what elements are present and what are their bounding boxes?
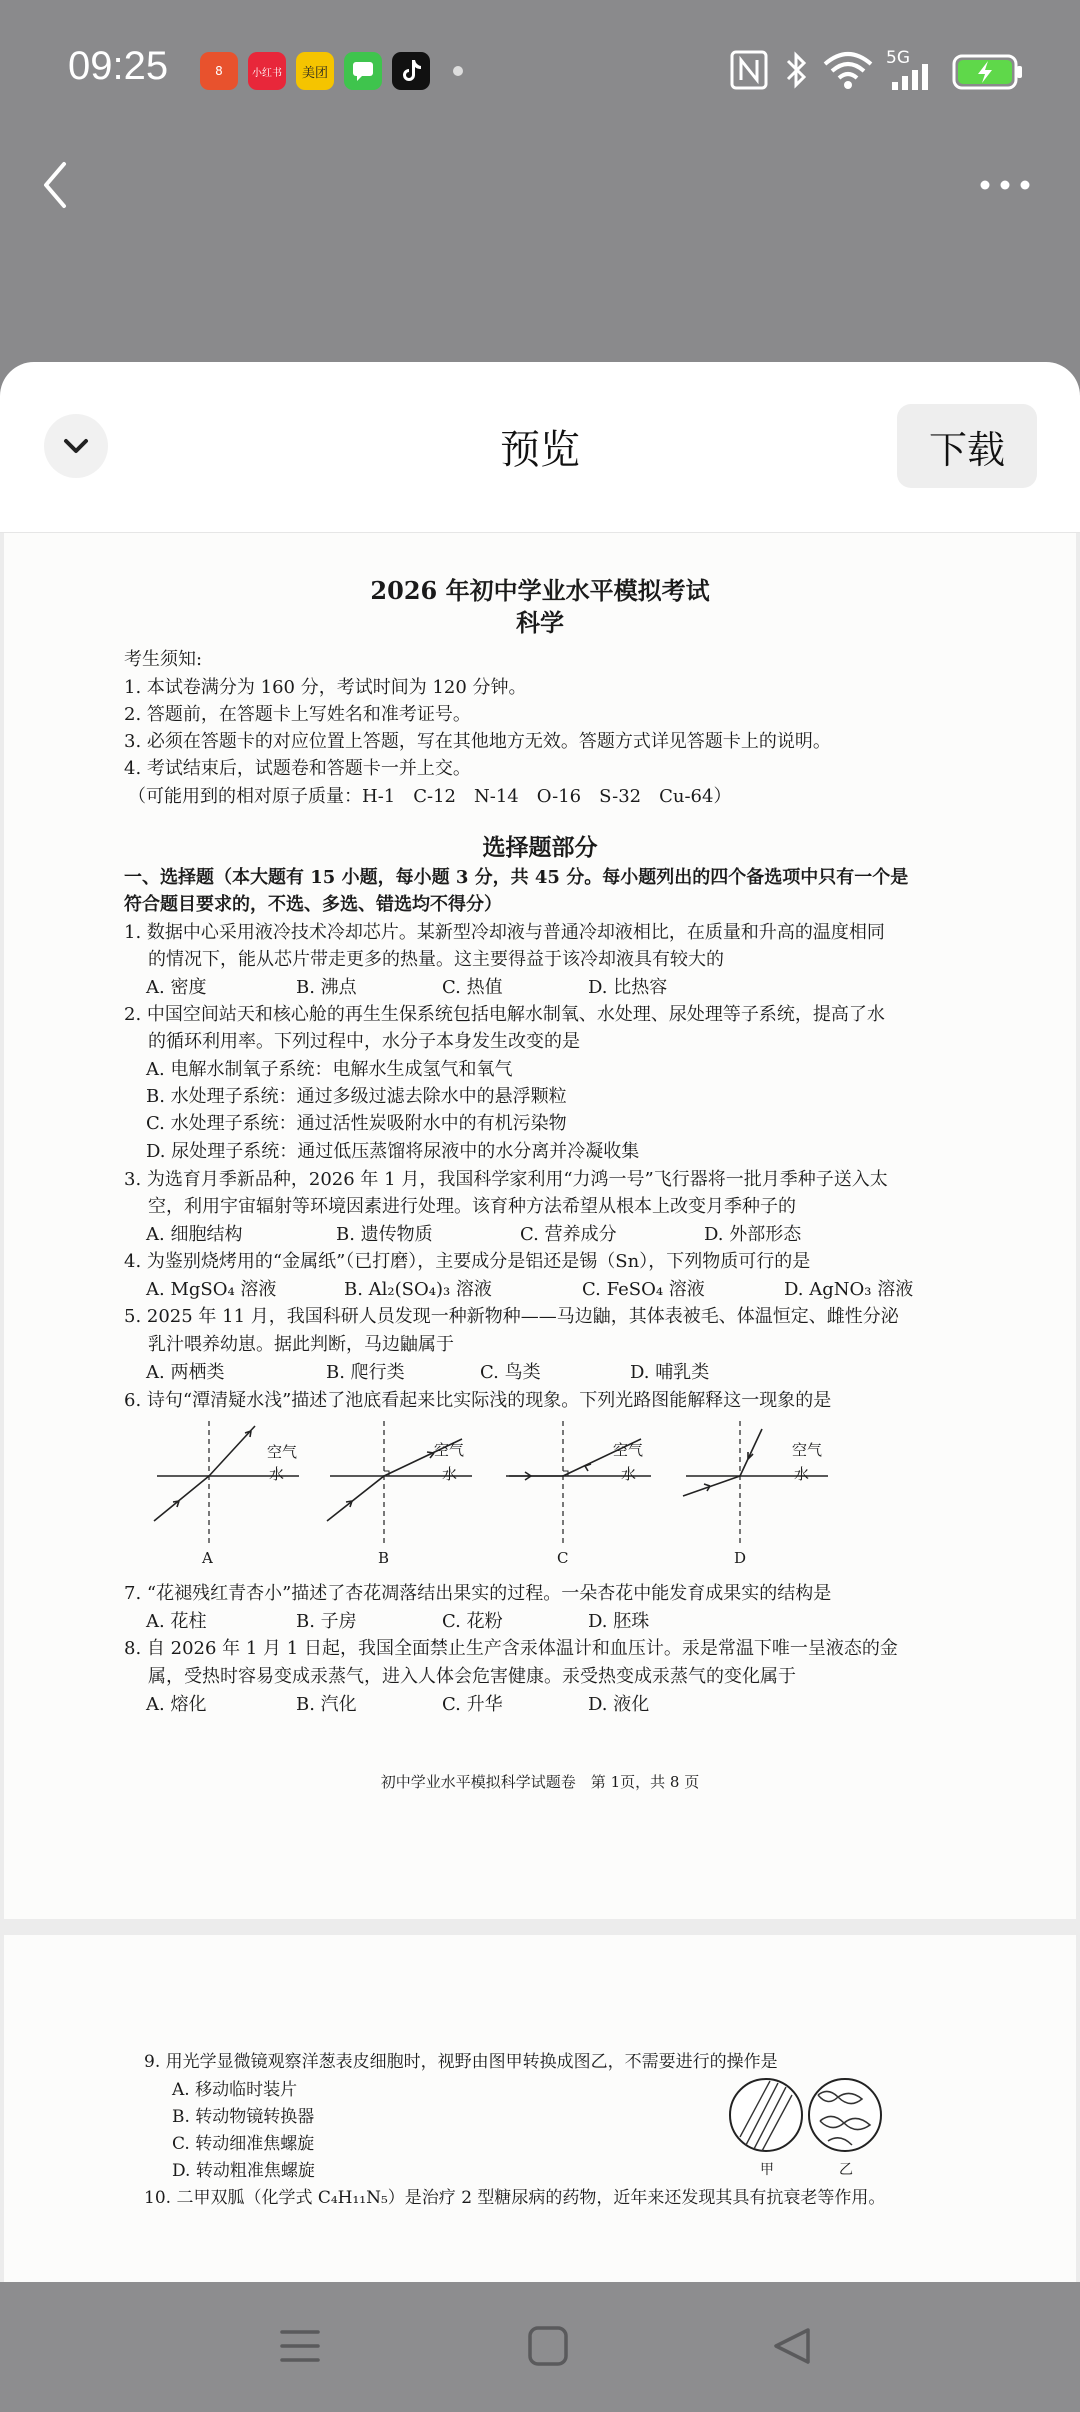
option: B. Al₂(SO₄)₃ 溶液: [344, 1279, 492, 1300]
option: A. 熔化: [146, 1694, 207, 1715]
option: B. 水处理子系统：通过多级过滤去除水中的悬浮颗粒: [146, 1086, 567, 1107]
diagram-label: A: [202, 1549, 213, 1567]
option: C. 水处理子系统：通过活性炭吸附水中的有机污染物: [146, 1113, 567, 1134]
network-type-label: 5G: [886, 48, 910, 68]
bluetooth-icon: [784, 50, 810, 90]
air-label: 空气: [613, 1441, 644, 1459]
notice-title: 考生须知:: [124, 649, 203, 670]
option: C. 营养成分: [520, 1224, 617, 1245]
option: B. 沸点: [296, 977, 357, 998]
battery-charging-icon: [952, 52, 1024, 92]
question-9-text: 9. 用光学显微镜观察洋葱表皮细胞时，视野由图甲转换成图乙，不需要进行的操作是: [144, 2052, 778, 2072]
diagram-label: C: [557, 1549, 569, 1567]
notice-item: 3. 必须在答题卡的对应位置上答题，写在其他地方无效。答题方式详见答题卡上的说明。: [124, 731, 831, 752]
question-1-text: 的情况下，能从芯片带走更多的热量。这主要得益于该冷却液具有较大的: [148, 949, 724, 970]
question-2-text: 2. 中国空间站天和核心舱的再生生保系统包括电解水制氧、水处理、尿处理等子系统，提高了水: [124, 1004, 885, 1025]
option: C. 热值: [442, 977, 503, 998]
diagram-label: B: [378, 1549, 390, 1567]
option: C. 花粉: [442, 1611, 503, 1632]
question-10-text: 10. 二甲双胍（化学式 C₄H₁₁N₅）是治疗 2 型糖尿病的药物，近年来还发现其具有抗衰老等作用。: [144, 2188, 886, 2208]
home-icon[interactable]: [526, 2324, 570, 2368]
water-label: 水: [794, 1465, 810, 1483]
option: C. FeSO₄ 溶液: [582, 1279, 705, 1300]
meituan-icon: 美团: [296, 52, 334, 90]
notice-item: 1. 本试卷满分为 160 分，考试时间为 120 分钟。: [124, 677, 527, 698]
option: A. 电解水制氧子系统：电解水生成氢气和氧气: [146, 1059, 513, 1080]
light-path-diagram-b: [322, 1421, 492, 1571]
figure-label-yi: 乙: [839, 2162, 853, 2178]
back-arrow-icon[interactable]: [36, 160, 76, 210]
air-label: 空气: [434, 1441, 465, 1459]
option: D. 液化: [588, 1694, 650, 1715]
more-notifications-dot: [453, 66, 463, 76]
option: A. 移动临时装片: [172, 2080, 298, 2100]
question-3-text: 3. 为选育月季新品种，2026 年 1 月，我国科学家利用“力鸿一号”飞行器将一批月季种子送入太: [124, 1169, 888, 1190]
option: D. 外部形态: [704, 1224, 802, 1245]
question-8-text: 属，受热时容易变成汞蒸气，进入人体会危害健康。汞受热变成汞蒸气的变化属于: [148, 1666, 796, 1687]
option: D. 尿处理子系统：通过低压蒸馏将尿液中的水分离并冷凝收集: [146, 1141, 640, 1162]
status-bar: [0, 0, 1080, 140]
preview-sheet: [0, 362, 1080, 2282]
option: A. 细胞结构: [146, 1224, 243, 1245]
atomic-mass-note: （可能用到的相对原子质量：H-1 C-12 N-14 O-16 S-32 Cu-64）: [128, 786, 732, 807]
question-6-text: 6. 诗句“潭清疑水浅”描述了池底看起来比实际浅的现象。下列光路图能解释这一现象的是: [124, 1390, 832, 1411]
option: B. 爬行类: [326, 1362, 405, 1383]
air-label: 空气: [267, 1443, 298, 1461]
page-footer: 初中学业水平模拟科学试题卷 第 1页，共 8 页: [380, 1773, 700, 1791]
cellular-signal-icon: [886, 62, 934, 90]
document-page-1: [4, 533, 1076, 1919]
wifi-icon: [822, 50, 874, 90]
document-preview[interactable]: [0, 533, 1080, 2282]
light-path-diagram-c: [501, 1421, 671, 1571]
exam-title: 2026 年初中学业水平模拟考试: [370, 576, 710, 605]
option: C. 鸟类: [480, 1362, 541, 1383]
question-2-text: 的循环利用率。下列过程中，水分子本身发生改变的是: [148, 1031, 580, 1052]
document-page-2: [4, 1935, 1076, 2282]
question-7-text: 7. “花褪残红青杏小”描述了杏花凋落结出果实的过程。一朵杏花中能发育成果实的结构是: [124, 1583, 832, 1604]
diagram-label: D: [734, 1549, 747, 1567]
message-icon: [344, 52, 382, 90]
section-intro: 一、选择题（本大题有 15 小题，每小题 3 分，共 45 分。每小题列出的四个备选项中只有一个是: [124, 867, 909, 888]
section-title: 选择题部分: [482, 834, 598, 861]
nfc-icon: [730, 50, 768, 90]
figure-label-jia: 甲: [760, 2162, 774, 2178]
back-triangle-icon[interactable]: [770, 2324, 814, 2368]
question-5-text: 乳汁喂养幼崽。据此判断，马边鼬属于: [148, 1334, 454, 1355]
option: D. 胚珠: [588, 1611, 650, 1632]
question-5-text: 5. 2025 年 11 月，我国科研人员发现一种新物种——马边鼬，其体表被毛、体温恒定、雌性分泌: [124, 1306, 899, 1327]
system-navigation-bar: [0, 2282, 1080, 2412]
option: B. 子房: [296, 1611, 357, 1632]
option: B. 汽化: [296, 1694, 357, 1715]
option: A. 密度: [146, 977, 207, 998]
option: A. 花柱: [146, 1611, 207, 1632]
option: D. 哺乳类: [630, 1362, 710, 1383]
option: A. 两栖类: [146, 1362, 225, 1383]
more-options-icon[interactable]: [975, 170, 1035, 200]
sheet-title: 预览: [500, 427, 580, 473]
menu-icon[interactable]: [278, 2324, 322, 2368]
light-path-diagram-a: [149, 1421, 319, 1571]
option: C. 升华: [442, 1694, 503, 1715]
option: D. 比热容: [588, 977, 668, 998]
water-label: 水: [621, 1465, 637, 1483]
option: C. 转动细准焦螺旋: [172, 2134, 315, 2154]
xiaohongshu-icon: 小红书: [248, 52, 286, 90]
question-3-text: 空，利用宇宙辐射等环境因素进行处理。该育种方法希望从根本上改变月季种子的: [148, 1196, 796, 1217]
tiktok-icon: [392, 52, 430, 90]
pinduoduo-icon: 8: [200, 52, 238, 90]
section-intro: 符合题目要求的，不选、多选、错选均不得分）: [124, 894, 502, 915]
option: A. MgSO₄ 溶液: [146, 1279, 277, 1300]
clock: 09:25: [68, 44, 169, 88]
question-8-text: 8. 自 2026 年 1 月 1 日起，我国全面禁止生产含汞体温计和血压计。汞是常温下唯一呈液态的金: [124, 1638, 898, 1659]
option: B. 转动物镜转换器: [172, 2107, 315, 2127]
option: D. 转动粗准焦螺旋: [172, 2161, 315, 2181]
question-4-text: 4. 为鉴别烧烤用的“金属纸”（已打磨），主要成分是铝还是锡（Sn），下列物质可行的是: [124, 1251, 811, 1272]
exam-subject: 科学: [516, 608, 564, 637]
light-path-diagram-d: [678, 1421, 848, 1571]
water-label: 水: [269, 1465, 285, 1483]
option: B. 遗传物质: [336, 1224, 433, 1245]
option: D. AgNO₃ 溶液: [784, 1279, 914, 1300]
notice-item: 4. 考试结束后，试题卷和答题卡一并上交。: [124, 758, 471, 779]
notice-item: 2. 答题前，在答题卡上写姓名和准考证号。: [124, 704, 471, 725]
water-label: 水: [442, 1465, 458, 1483]
download-button[interactable]: 下载: [897, 404, 1037, 488]
question-1-text: 1. 数据中心采用液冷技术冷却芯片。某新型冷却液与普通冷却液相比，在质量和升高的温度相同: [124, 922, 885, 943]
air-label: 空气: [792, 1441, 823, 1459]
microscope-view-figure: [728, 2075, 888, 2185]
